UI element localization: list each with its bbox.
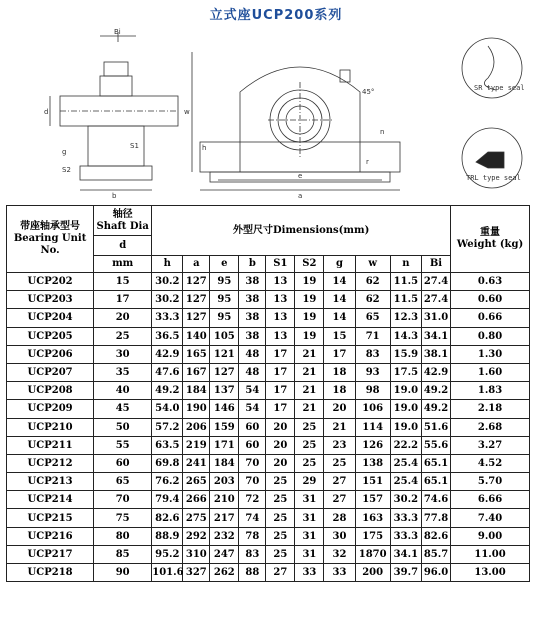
value-cell: 159 — [210, 418, 239, 436]
spec-table — [6, 205, 530, 582]
model-cell: UCP212 — [7, 454, 94, 472]
value-cell: 1.30 — [451, 345, 530, 363]
value-cell: 83 — [239, 545, 266, 563]
value-cell: 30.2 — [390, 491, 421, 509]
value-cell: 21 — [295, 382, 324, 400]
value-cell: 21 — [295, 363, 324, 381]
value-cell: 106 — [355, 400, 390, 418]
value-cell: 19 — [295, 327, 324, 345]
value-cell: 85.7 — [421, 545, 450, 563]
dim-label-n: n — [380, 128, 385, 136]
value-cell: 7.40 — [451, 509, 530, 527]
value-cell: 22.2 — [390, 436, 421, 454]
model-cell: UCP210 — [7, 418, 94, 436]
value-cell: 0.60 — [451, 291, 530, 309]
value-cell: 19.0 — [390, 400, 421, 418]
value-cell: 3.27 — [451, 436, 530, 454]
value-cell: 25 — [266, 491, 295, 509]
value-cell: 95 — [210, 291, 239, 309]
value-cell: 42.9 — [152, 345, 183, 363]
dim-col-header: n — [390, 256, 421, 273]
value-cell: 45 — [94, 400, 152, 418]
value-cell: 11.00 — [451, 545, 530, 563]
front-view — [184, 52, 400, 200]
value-cell: 54.0 — [152, 400, 183, 418]
value-cell: 13.00 — [451, 564, 530, 582]
table-row — [7, 291, 530, 309]
value-cell: 184 — [210, 454, 239, 472]
shaft-header-en: Shaft Dia — [96, 220, 149, 232]
value-cell: 13 — [266, 273, 295, 291]
value-cell: 206 — [183, 418, 210, 436]
value-cell: 14 — [324, 309, 355, 327]
value-cell: 80 — [94, 527, 152, 545]
value-cell: 9.00 — [451, 527, 530, 545]
model-cell: UCP214 — [7, 491, 94, 509]
value-cell: 171 — [210, 436, 239, 454]
value-cell: 72 — [239, 491, 266, 509]
table-row — [7, 309, 530, 327]
value-cell: 40 — [94, 382, 152, 400]
model-cell: UCP216 — [7, 527, 94, 545]
model-cell: UCP215 — [7, 509, 94, 527]
value-cell: 88 — [239, 564, 266, 582]
value-cell: 20 — [94, 309, 152, 327]
value-cell: 2.18 — [451, 400, 530, 418]
value-cell: 25 — [94, 327, 152, 345]
value-cell: 38 — [239, 291, 266, 309]
value-cell: 49.2 — [152, 382, 183, 400]
dim-label-g: g — [62, 148, 67, 156]
dim-col-header: Bi — [421, 256, 450, 273]
value-cell: 25 — [266, 509, 295, 527]
value-cell: 19 — [295, 273, 324, 291]
value-cell: 38.1 — [421, 345, 450, 363]
value-cell: 55 — [94, 436, 152, 454]
value-cell: 232 — [210, 527, 239, 545]
model-cell: UCP202 — [7, 273, 94, 291]
value-cell: 88.9 — [152, 527, 183, 545]
value-cell: 19.0 — [390, 418, 421, 436]
model-cell: UCP205 — [7, 327, 94, 345]
value-cell: 167 — [183, 363, 210, 381]
value-cell: 12.3 — [390, 309, 421, 327]
value-cell: 29 — [295, 473, 324, 491]
value-cell: 48 — [239, 363, 266, 381]
value-cell: 121 — [210, 345, 239, 363]
value-cell: 18 — [324, 382, 355, 400]
dim-label-s1: S1 — [130, 142, 139, 150]
table-row — [7, 564, 530, 582]
table-row — [7, 327, 530, 345]
value-cell: 36.5 — [152, 327, 183, 345]
value-cell: 55.6 — [421, 436, 450, 454]
value-cell: 54 — [239, 382, 266, 400]
value-cell: 114 — [355, 418, 390, 436]
dim-label-b: b — [112, 192, 117, 200]
value-cell: 96.0 — [421, 564, 450, 582]
dim-col-header: b — [239, 256, 266, 273]
value-cell: 17 — [266, 382, 295, 400]
value-cell: 70 — [239, 454, 266, 472]
value-cell: 98 — [355, 382, 390, 400]
shaft-header-cn: 轴径 — [112, 208, 133, 220]
model-header — [7, 206, 94, 273]
table-row — [7, 454, 530, 472]
dim-col-header: h — [152, 256, 183, 273]
value-cell: 292 — [183, 527, 210, 545]
value-cell: 62 — [355, 273, 390, 291]
value-cell: 74.6 — [421, 491, 450, 509]
dim-col-header: a — [183, 256, 210, 273]
value-cell: 127 — [183, 309, 210, 327]
weight-header-cn: 重量 — [480, 227, 501, 238]
value-cell: 15 — [94, 273, 152, 291]
model-header-cn: 带座轴承型号 — [20, 221, 81, 232]
value-cell: 1870 — [355, 545, 390, 563]
value-cell: 77.8 — [421, 509, 450, 527]
dim-col-header: S1 — [266, 256, 295, 273]
value-cell: 70 — [239, 473, 266, 491]
value-cell: 33.3 — [390, 509, 421, 527]
value-cell: 19 — [295, 291, 324, 309]
value-cell: 165 — [183, 345, 210, 363]
value-cell: 17 — [266, 345, 295, 363]
value-cell: 327 — [183, 564, 210, 582]
value-cell: 14 — [324, 291, 355, 309]
value-cell: 27 — [266, 564, 295, 582]
model-cell: UCP204 — [7, 309, 94, 327]
value-cell: 78 — [239, 527, 266, 545]
table-row — [7, 545, 530, 563]
value-cell: 2.68 — [451, 418, 530, 436]
value-cell: 127 — [210, 363, 239, 381]
dim-col-header: w — [355, 256, 390, 273]
dim-col-header: g — [324, 256, 355, 273]
table-row — [7, 509, 530, 527]
table-row — [7, 382, 530, 400]
dim-col-header: S2 — [295, 256, 324, 273]
value-cell: 25 — [266, 527, 295, 545]
value-cell: 65 — [94, 473, 152, 491]
table-row — [7, 345, 530, 363]
value-cell: 71 — [355, 327, 390, 345]
value-cell: 34.1 — [421, 327, 450, 345]
value-cell: 265 — [183, 473, 210, 491]
value-cell: 17.5 — [390, 363, 421, 381]
value-cell: 60 — [239, 436, 266, 454]
value-cell: 35 — [94, 363, 152, 381]
value-cell: 62 — [355, 291, 390, 309]
value-cell: 65.1 — [421, 454, 450, 472]
value-cell: 82.6 — [421, 527, 450, 545]
value-cell: 19 — [295, 309, 324, 327]
value-cell: 23 — [324, 436, 355, 454]
table-row — [7, 491, 530, 509]
table-row — [7, 436, 530, 454]
value-cell: 0.80 — [451, 327, 530, 345]
model-cell: UCP203 — [7, 291, 94, 309]
value-cell: 90 — [94, 564, 152, 582]
value-cell: 241 — [183, 454, 210, 472]
value-cell: 203 — [210, 473, 239, 491]
value-cell: 33.3 — [152, 309, 183, 327]
model-cell: UCP209 — [7, 400, 94, 418]
table-row — [7, 418, 530, 436]
value-cell: 163 — [355, 509, 390, 527]
value-cell: 1.60 — [451, 363, 530, 381]
value-cell: 27 — [324, 473, 355, 491]
dim-label-d: d — [44, 108, 49, 116]
value-cell: 140 — [183, 327, 210, 345]
value-cell: 38 — [239, 273, 266, 291]
value-cell: 0.63 — [451, 273, 530, 291]
value-cell: 95.2 — [152, 545, 183, 563]
dimensions-header: 外型尺寸Dimensions(mm) — [152, 206, 451, 256]
value-cell: 262 — [210, 564, 239, 582]
value-cell: 5.70 — [451, 473, 530, 491]
table-row — [7, 400, 530, 418]
value-cell: 18 — [324, 363, 355, 381]
model-cell: UCP206 — [7, 345, 94, 363]
value-cell: 105 — [210, 327, 239, 345]
value-cell: 175 — [355, 527, 390, 545]
value-cell: 47.6 — [152, 363, 183, 381]
value-cell: 38 — [239, 309, 266, 327]
value-cell: 34.1 — [390, 545, 421, 563]
value-cell: 93 — [355, 363, 390, 381]
value-cell: 60 — [239, 418, 266, 436]
value-cell: 25 — [295, 436, 324, 454]
value-cell: 54 — [239, 400, 266, 418]
model-header-en: Bearing Unit No. — [13, 233, 87, 256]
dim-label-bi: Bi — [114, 28, 121, 36]
value-cell: 219 — [183, 436, 210, 454]
value-cell: 33 — [295, 564, 324, 582]
value-cell: 13 — [266, 309, 295, 327]
value-cell: 146 — [210, 400, 239, 418]
value-cell: 101.6 — [152, 564, 183, 582]
value-cell: 27.4 — [421, 291, 450, 309]
value-cell: 217 — [210, 509, 239, 527]
model-cell: UCP213 — [7, 473, 94, 491]
value-cell: 31 — [295, 509, 324, 527]
value-cell: 32 — [324, 545, 355, 563]
value-cell: 65.1 — [421, 473, 450, 491]
value-cell: 184 — [183, 382, 210, 400]
value-cell: 39.7 — [390, 564, 421, 582]
value-cell: 14 — [324, 273, 355, 291]
table-row — [7, 473, 530, 491]
value-cell: 6.66 — [451, 491, 530, 509]
page-title: 立式座UCP200系列 — [209, 8, 343, 23]
value-cell: 25.4 — [390, 473, 421, 491]
value-cell: 11.5 — [390, 291, 421, 309]
value-cell: 14.3 — [390, 327, 421, 345]
value-cell: 25 — [266, 473, 295, 491]
value-cell: 20 — [266, 454, 295, 472]
value-cell: 83 — [355, 345, 390, 363]
value-cell: 63.5 — [152, 436, 183, 454]
value-cell: 30.2 — [152, 273, 183, 291]
value-cell: 33.3 — [390, 527, 421, 545]
value-cell: 31.0 — [421, 309, 450, 327]
value-cell: 126 — [355, 436, 390, 454]
value-cell: 275 — [183, 509, 210, 527]
value-cell: 25 — [266, 545, 295, 563]
value-cell: 31 — [295, 545, 324, 563]
dim-label-h: h — [202, 144, 207, 152]
value-cell: 17 — [266, 363, 295, 381]
value-cell: 17 — [324, 345, 355, 363]
model-cell: UCP218 — [7, 564, 94, 582]
shaft-symbol: d — [94, 236, 152, 256]
dim-label-angle: 45° — [362, 88, 375, 96]
value-cell: 82.6 — [152, 509, 183, 527]
value-cell: 95 — [210, 309, 239, 327]
value-cell: 31 — [295, 527, 324, 545]
model-cell: UCP217 — [7, 545, 94, 563]
weight-header-en: Weight (kg) — [456, 239, 524, 250]
value-cell: 21 — [295, 345, 324, 363]
value-cell: 30.2 — [152, 291, 183, 309]
value-cell: 65 — [355, 309, 390, 327]
value-cell: 60 — [94, 454, 152, 472]
value-cell: 13 — [266, 327, 295, 345]
trl-seal-label: TRL type seal — [466, 174, 521, 182]
value-cell: 25.4 — [390, 454, 421, 472]
dim-label-w: w — [184, 108, 190, 116]
weight-header — [451, 206, 530, 273]
model-cell: UCP208 — [7, 382, 94, 400]
value-cell: 20 — [324, 400, 355, 418]
value-cell: 20 — [266, 418, 295, 436]
dim-label-s2: S2 — [62, 166, 71, 174]
value-cell: 266 — [183, 491, 210, 509]
value-cell: 15.9 — [390, 345, 421, 363]
value-cell: 17 — [266, 400, 295, 418]
value-cell: 25 — [324, 454, 355, 472]
table-row — [7, 363, 530, 381]
value-cell: 69.8 — [152, 454, 183, 472]
value-cell: 48 — [239, 345, 266, 363]
value-cell: 21 — [324, 418, 355, 436]
unit-mm: mm — [94, 256, 152, 273]
value-cell: 247 — [210, 545, 239, 563]
value-cell: 13 — [266, 291, 295, 309]
value-cell: 49.2 — [421, 382, 450, 400]
value-cell: 19.0 — [390, 382, 421, 400]
side-view — [44, 28, 178, 200]
value-cell: 38 — [239, 327, 266, 345]
value-cell: 210 — [210, 491, 239, 509]
value-cell: 127 — [183, 273, 210, 291]
value-cell: 27.4 — [421, 273, 450, 291]
value-cell: 57.2 — [152, 418, 183, 436]
value-cell: 200 — [355, 564, 390, 582]
value-cell: 27 — [324, 491, 355, 509]
value-cell: 70 — [94, 491, 152, 509]
value-cell: 4.52 — [451, 454, 530, 472]
value-cell: 17 — [94, 291, 152, 309]
value-cell: 138 — [355, 454, 390, 472]
value-cell: 15 — [324, 327, 355, 345]
value-cell: 25 — [295, 454, 324, 472]
value-cell: 31 — [295, 491, 324, 509]
value-cell: 33 — [324, 564, 355, 582]
model-cell: UCP211 — [7, 436, 94, 454]
dim-col-header: e — [210, 256, 239, 273]
value-cell: 0.66 — [451, 309, 530, 327]
value-cell: 11.5 — [390, 273, 421, 291]
table-row — [7, 527, 530, 545]
value-cell: 157 — [355, 491, 390, 509]
dim-label-a: a — [298, 192, 303, 200]
seal-details — [462, 38, 522, 188]
value-cell: 95 — [210, 273, 239, 291]
shaft-header — [94, 206, 152, 236]
dim-label-e: e — [298, 172, 303, 180]
value-cell: 28 — [324, 509, 355, 527]
value-cell: 151 — [355, 473, 390, 491]
value-cell: 50 — [94, 418, 152, 436]
value-cell: 79.4 — [152, 491, 183, 509]
value-cell: 310 — [183, 545, 210, 563]
value-cell: 190 — [183, 400, 210, 418]
value-cell: 85 — [94, 545, 152, 563]
sr-seal-label: SR type seal — [474, 84, 525, 92]
value-cell: 127 — [183, 291, 210, 309]
value-cell: 51.6 — [421, 418, 450, 436]
value-cell: 49.2 — [421, 400, 450, 418]
table-row — [7, 273, 530, 291]
value-cell: 21 — [295, 400, 324, 418]
value-cell: 25 — [295, 418, 324, 436]
value-cell: 30 — [94, 345, 152, 363]
technical-drawing — [0, 22, 552, 200]
value-cell: 20 — [266, 436, 295, 454]
dim-label-r: r — [366, 158, 369, 166]
value-cell: 75 — [94, 509, 152, 527]
value-cell: 30 — [324, 527, 355, 545]
value-cell: 137 — [210, 382, 239, 400]
value-cell: 76.2 — [152, 473, 183, 491]
value-cell: 42.9 — [421, 363, 450, 381]
value-cell: 74 — [239, 509, 266, 527]
model-cell: UCP207 — [7, 363, 94, 381]
value-cell: 1.83 — [451, 382, 530, 400]
